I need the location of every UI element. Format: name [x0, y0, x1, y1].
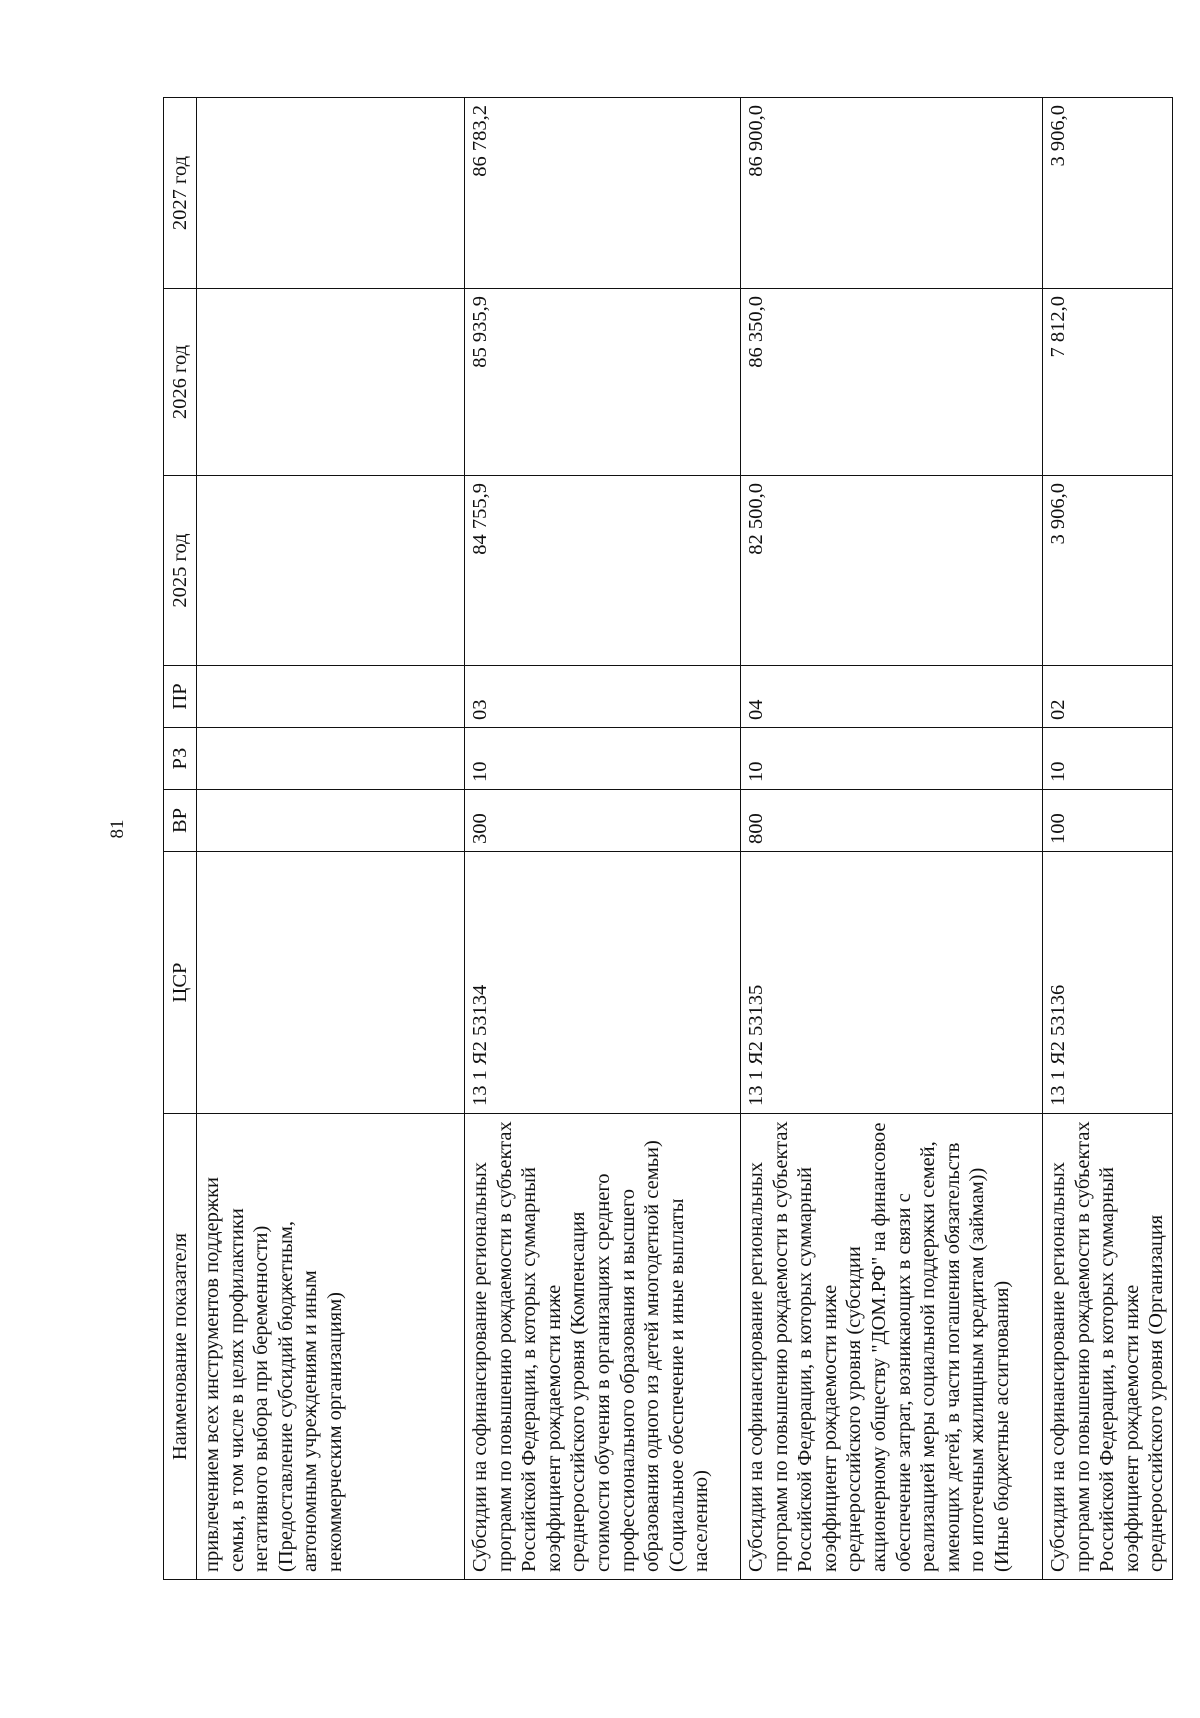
cell-2027: [197, 98, 465, 289]
cell-2026: [197, 289, 465, 476]
cell-name: Субсидии на софинансирование региональных программ по повышению рождаемости в субъектах Российской Федерации, в которых суммарный коэффициент рождаемости ниже среднероссийского уровня (Компенсация стоимости обучения в организациях среднего профессионального образования и высшего образования одного из детей многодетной семьи) (Социальное обеспечение и иные выплаты населению): [465, 1114, 741, 1580]
cell-2025: 3 906,0: [1043, 476, 1173, 666]
table-row: [465, 98, 741, 1580]
cell-name: привлечением всех инструментов поддержки семьи, в том числе в целях профилактики негативного выбора при беременности) (Предоставление субсидий бюджетным, автономным учреждениям и иным некоммерческим организациям): [197, 1114, 465, 1580]
rotated-table-container: [163, 98, 1168, 1580]
cell-rz: 10: [465, 728, 741, 790]
cell-2026: 7 812,0: [1043, 289, 1173, 476]
header-2027: 2027 год: [164, 98, 197, 289]
header-rz: РЗ: [164, 728, 197, 790]
header-name: Наименование показателя: [164, 1114, 197, 1580]
header-2025: 2025 год: [164, 476, 197, 666]
cell-name: Субсидии на софинансирование региональных программ по повышению рождаемости в субъектах Российской Федерации, в которых суммарный коэффициент рождаемости ниже среднероссийского уровня (субсидии акционерному обществу "ДОМ.РФ" на финансовое обеспечение затрат, возникающих в связи с реализацией меры социальной поддержки семей, имеющих детей, в части погашения обязательств по ипотечным жилищным кредитам (займам)) (Иные бюджетные ассигнования): [741, 1114, 1043, 1580]
cell-rz: 10: [1043, 728, 1173, 790]
cell-csr: [197, 852, 465, 1114]
cell-pr: 03: [465, 666, 741, 728]
cell-vr: [197, 790, 465, 852]
cell-csr: 13 1 Я2 53136: [1043, 852, 1173, 1114]
cell-2026: 85 935,9: [465, 289, 741, 476]
cell-2025: 84 755,9: [465, 476, 741, 666]
header-2026: 2026 год: [164, 289, 197, 476]
cell-vr: 800: [741, 790, 1043, 852]
header-pr: ПР: [164, 666, 197, 728]
cell-rz: [197, 728, 465, 790]
cell-name: Субсидии на софинансирование региональных программ по повышению рождаемости в субъектах Российской Федерации, в которых суммарный коэффициент рождаемости ниже среднероссийского уровня (Организация: [1043, 1114, 1173, 1580]
cell-pr: 02: [1043, 666, 1173, 728]
cell-2025: 82 500,0: [741, 476, 1043, 666]
table-row: [197, 98, 465, 1580]
cell-vr: 100: [1043, 790, 1173, 852]
table-row: [741, 98, 1043, 1580]
cell-2026: 86 350,0: [741, 289, 1043, 476]
cell-csr: 13 1 Я2 53135: [741, 852, 1043, 1114]
cell-2025: [197, 476, 465, 666]
header-vr: ВР: [164, 790, 197, 852]
table-header-row: [164, 98, 197, 1580]
cell-2027: 86 900,0: [741, 98, 1043, 289]
page-number: 81: [107, 819, 128, 839]
budget-table: [163, 97, 1173, 1580]
cell-vr: 300: [465, 790, 741, 852]
cell-2027: 86 783,2: [465, 98, 741, 289]
cell-pr: 04: [741, 666, 1043, 728]
cell-2027: 3 906,0: [1043, 98, 1173, 289]
table-row: [1043, 98, 1173, 1580]
cell-csr: 13 1 Я2 53134: [465, 852, 741, 1114]
header-csr: ЦСР: [164, 852, 197, 1114]
cell-rz: 10: [741, 728, 1043, 790]
cell-pr: [197, 666, 465, 728]
